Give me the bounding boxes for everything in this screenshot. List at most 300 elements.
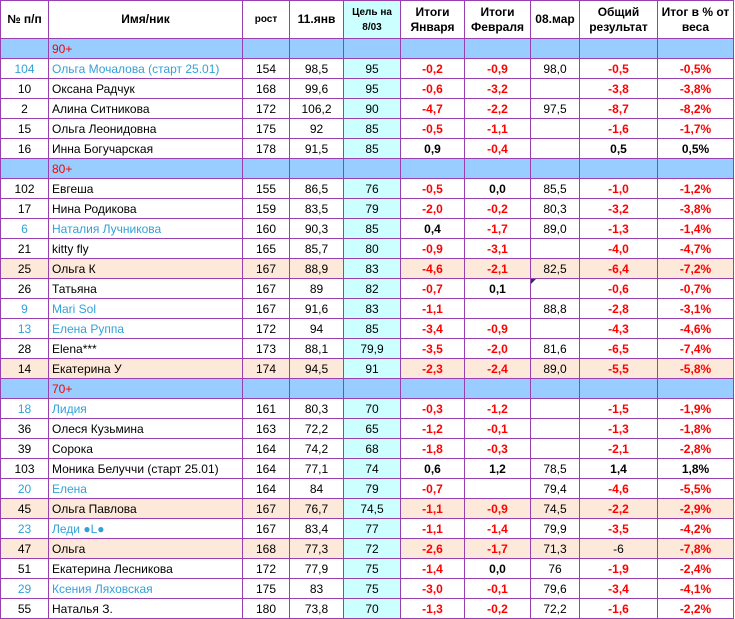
group-cell <box>290 159 344 179</box>
group-cell <box>344 159 401 179</box>
mar08-cell: 89,0 <box>531 359 580 379</box>
group-label: 80+ <box>49 159 243 179</box>
mar08-cell: 89,0 <box>531 219 580 239</box>
height-cell: 167 <box>243 499 290 519</box>
group-row <box>1 39 734 59</box>
overall-cell: -2,2 <box>580 499 658 519</box>
pct-cell: -3,8% <box>658 199 734 219</box>
goal-cell: 75 <box>344 559 401 579</box>
goal-cell: 82 <box>344 279 401 299</box>
num-cell: 2 <box>1 99 49 119</box>
jan-total-cell: -3,4 <box>401 319 465 339</box>
feb-total-cell: -1,1 <box>465 119 531 139</box>
name-cell: Екатерина У <box>49 359 243 379</box>
jan11-cell: 91,5 <box>290 139 344 159</box>
mar08-cell: 82,5 <box>531 259 580 279</box>
feb-total-cell: -2,0 <box>465 339 531 359</box>
group-cell <box>531 39 580 59</box>
pct-cell: -2,9% <box>658 499 734 519</box>
height-cell: 172 <box>243 319 290 339</box>
goal-cell: 83 <box>344 299 401 319</box>
height-cell: 180 <box>243 599 290 619</box>
height-cell: 155 <box>243 179 290 199</box>
goal-cell: 75 <box>344 579 401 599</box>
goal-cell: 79,9 <box>344 339 401 359</box>
num-cell: 16 <box>1 139 49 159</box>
name-cell: Ольга <box>49 539 243 559</box>
overall-cell: -1,6 <box>580 119 658 139</box>
jan-total-cell: -0,3 <box>401 399 465 419</box>
goal-cell: 74,5 <box>344 499 401 519</box>
num-cell: 9 <box>1 299 49 319</box>
name-cell: Елена Руппа <box>49 319 243 339</box>
feb-total-cell: -2,2 <box>465 99 531 119</box>
num-cell: 26 <box>1 279 49 299</box>
goal-cell: 80 <box>344 239 401 259</box>
feb-total-cell: -0,9 <box>465 499 531 519</box>
name-cell: Оксана Радчук <box>49 79 243 99</box>
jan11-cell: 77,3 <box>290 539 344 559</box>
name-cell: Лидия <box>49 399 243 419</box>
feb-total-cell: -1,7 <box>465 539 531 559</box>
name-cell: kitty fly <box>49 239 243 259</box>
overall-cell: -3,2 <box>580 199 658 219</box>
pct-cell: -5,8% <box>658 359 734 379</box>
mar08-cell <box>531 319 580 339</box>
pct-cell: -2,2% <box>658 599 734 619</box>
group-cell <box>243 159 290 179</box>
feb-total-cell: -2,4 <box>465 359 531 379</box>
jan11-cell: 92 <box>290 119 344 139</box>
height-cell: 172 <box>243 559 290 579</box>
group-cell <box>344 39 401 59</box>
name-cell: Алина Ситникова <box>49 99 243 119</box>
jan-total-cell: -1,3 <box>401 599 465 619</box>
num-cell: 103 <box>1 459 49 479</box>
mar08-cell: 85,5 <box>531 179 580 199</box>
pct-cell: -1,9% <box>658 399 734 419</box>
group-cell <box>401 39 465 59</box>
mar08-cell: 81,6 <box>531 339 580 359</box>
table-row <box>1 139 734 159</box>
mar08-cell <box>531 239 580 259</box>
goal-cell: 77 <box>344 519 401 539</box>
pct-cell: -3,8% <box>658 79 734 99</box>
height-cell: 159 <box>243 199 290 219</box>
header-goal: Цель на 8/03 <box>344 1 401 39</box>
overall-cell: -1,3 <box>580 419 658 439</box>
header-height: рост <box>243 1 290 39</box>
group-label: 70+ <box>49 379 243 399</box>
goal-cell: 70 <box>344 399 401 419</box>
mar08-cell <box>531 119 580 139</box>
height-cell: 167 <box>243 519 290 539</box>
height-cell: 165 <box>243 239 290 259</box>
group-cell <box>290 39 344 59</box>
name-cell: Леди ●L● <box>49 519 243 539</box>
group-cell <box>401 379 465 399</box>
goal-cell: 70 <box>344 599 401 619</box>
pct-cell: -7,8% <box>658 539 734 559</box>
mar08-cell: 98,0 <box>531 59 580 79</box>
num-cell: 6 <box>1 219 49 239</box>
table-row <box>1 219 734 239</box>
feb-total-cell: -0,1 <box>465 419 531 439</box>
pct-cell: -1,2% <box>658 179 734 199</box>
pct-cell: -2,4% <box>658 559 734 579</box>
num-cell: 15 <box>1 119 49 139</box>
overall-cell: -3,5 <box>580 519 658 539</box>
height-cell: 175 <box>243 579 290 599</box>
header-jan-total: Итоги Января <box>401 1 465 39</box>
pct-cell: 1,8% <box>658 459 734 479</box>
goal-cell: 76 <box>344 179 401 199</box>
pct-cell: -0,7% <box>658 279 734 299</box>
jan-total-cell: -0,2 <box>401 59 465 79</box>
table-row <box>1 319 734 339</box>
jan11-cell: 90,3 <box>290 219 344 239</box>
table-row <box>1 279 734 299</box>
goal-cell: 85 <box>344 219 401 239</box>
mar08-cell: 72,2 <box>531 599 580 619</box>
group-cell <box>243 379 290 399</box>
pct-cell: -1,8% <box>658 419 734 439</box>
feb-total-cell: -1,4 <box>465 519 531 539</box>
pct-cell: -4,6% <box>658 319 734 339</box>
header-jan11: 11.янв <box>290 1 344 39</box>
goal-cell: 90 <box>344 99 401 119</box>
jan11-cell: 80,3 <box>290 399 344 419</box>
goal-cell: 91 <box>344 359 401 379</box>
overall-cell: 1,4 <box>580 459 658 479</box>
table-row <box>1 519 734 539</box>
jan-total-cell: 0,4 <box>401 219 465 239</box>
jan11-cell: 83 <box>290 579 344 599</box>
mar08-cell: 80,3 <box>531 199 580 219</box>
num-cell: 13 <box>1 319 49 339</box>
jan11-cell: 85,7 <box>290 239 344 259</box>
pct-cell: -0,5% <box>658 59 734 79</box>
feb-total-cell: -1,7 <box>465 219 531 239</box>
jan11-cell: 76,7 <box>290 499 344 519</box>
overall-cell: -3,4 <box>580 579 658 599</box>
goal-cell: 79 <box>344 199 401 219</box>
overall-cell: -0,6 <box>580 279 658 299</box>
num-cell: 45 <box>1 499 49 519</box>
jan11-cell: 94 <box>290 319 344 339</box>
name-cell: Нина Родикова <box>49 199 243 219</box>
pct-cell: -4,2% <box>658 519 734 539</box>
height-cell: 168 <box>243 79 290 99</box>
group-cell <box>658 39 734 59</box>
mar08-cell: 78,5 <box>531 459 580 479</box>
feb-total-cell: -0,2 <box>465 599 531 619</box>
pct-cell: -3,1% <box>658 299 734 319</box>
num-cell: 102 <box>1 179 49 199</box>
goal-cell: 79 <box>344 479 401 499</box>
goal-cell: 72 <box>344 539 401 559</box>
group-cell <box>465 379 531 399</box>
table-row <box>1 59 734 79</box>
overall-cell: 0,5 <box>580 139 658 159</box>
mar08-cell: 88,8 <box>531 299 580 319</box>
name-cell: Сорока <box>49 439 243 459</box>
feb-total-cell: 0,0 <box>465 179 531 199</box>
jan-total-cell: -3,5 <box>401 339 465 359</box>
height-cell: 175 <box>243 119 290 139</box>
overall-cell: -3,8 <box>580 79 658 99</box>
jan11-cell: 77,9 <box>290 559 344 579</box>
feb-total-cell <box>465 299 531 319</box>
group-cell <box>531 159 580 179</box>
jan-total-cell: -0,5 <box>401 179 465 199</box>
table-row <box>1 359 734 379</box>
mar08-cell: 74,5 <box>531 499 580 519</box>
jan11-cell: 89 <box>290 279 344 299</box>
jan11-cell: 94,5 <box>290 359 344 379</box>
group-cell <box>531 379 580 399</box>
jan11-cell: 88,1 <box>290 339 344 359</box>
table-row <box>1 499 734 519</box>
overall-cell: -1,9 <box>580 559 658 579</box>
height-cell: 164 <box>243 479 290 499</box>
num-cell: 21 <box>1 239 49 259</box>
jan-total-cell: -2,3 <box>401 359 465 379</box>
height-cell: 160 <box>243 219 290 239</box>
feb-total-cell: -2,1 <box>465 259 531 279</box>
pct-cell: -5,5% <box>658 479 734 499</box>
overall-cell: -4,3 <box>580 319 658 339</box>
name-cell: Моника Белуччи (старт 25.01) <box>49 459 243 479</box>
mar08-cell: 79,9 <box>531 519 580 539</box>
group-cell <box>344 379 401 399</box>
height-cell: 178 <box>243 139 290 159</box>
group-cell <box>658 159 734 179</box>
jan-total-cell: -2,0 <box>401 199 465 219</box>
table-row <box>1 559 734 579</box>
jan11-cell: 91,6 <box>290 299 344 319</box>
jan11-cell: 74,2 <box>290 439 344 459</box>
header-num: № п/п <box>1 1 49 39</box>
num-cell: 36 <box>1 419 49 439</box>
jan-total-cell: -1,1 <box>401 299 465 319</box>
overall-cell: -6,5 <box>580 339 658 359</box>
num-cell: 29 <box>1 579 49 599</box>
height-cell: 172 <box>243 99 290 119</box>
name-cell: Елена <box>49 479 243 499</box>
goal-cell: 85 <box>344 139 401 159</box>
name-cell: Екатерина Лесникова <box>49 559 243 579</box>
goal-cell: 85 <box>344 319 401 339</box>
jan11-cell: 83,5 <box>290 199 344 219</box>
num-cell: 55 <box>1 599 49 619</box>
num-cell: 23 <box>1 519 49 539</box>
mar08-cell <box>531 399 580 419</box>
num-cell: 28 <box>1 339 49 359</box>
table-row <box>1 539 734 559</box>
goal-cell: 74 <box>344 459 401 479</box>
pct-cell: -7,2% <box>658 259 734 279</box>
table-row <box>1 419 734 439</box>
goal-cell: 95 <box>344 59 401 79</box>
jan-total-cell: -1,4 <box>401 559 465 579</box>
jan-total-cell: -1,2 <box>401 419 465 439</box>
name-cell: Mari Sol <box>49 299 243 319</box>
overall-cell: -2,8 <box>580 299 658 319</box>
group-spacer <box>1 39 49 59</box>
jan-total-cell: -0,7 <box>401 479 465 499</box>
table-row <box>1 79 734 99</box>
jan11-cell: 88,9 <box>290 259 344 279</box>
feb-total-cell: -1,2 <box>465 399 531 419</box>
group-spacer <box>1 379 49 399</box>
overall-cell: -5,5 <box>580 359 658 379</box>
group-cell <box>401 159 465 179</box>
table-body <box>1 39 734 619</box>
height-cell: 164 <box>243 459 290 479</box>
pct-cell: -1,7% <box>658 119 734 139</box>
group-spacer <box>1 159 49 179</box>
table-row <box>1 179 734 199</box>
group-row <box>1 159 734 179</box>
num-cell: 47 <box>1 539 49 559</box>
overall-cell: -4,6 <box>580 479 658 499</box>
pct-cell: -7,4% <box>658 339 734 359</box>
name-cell: Наталья З. <box>49 599 243 619</box>
jan11-cell: 99,6 <box>290 79 344 99</box>
pct-cell: -8,2% <box>658 99 734 119</box>
height-cell: 174 <box>243 359 290 379</box>
group-label: 90+ <box>49 39 243 59</box>
num-cell: 39 <box>1 439 49 459</box>
header-mar08: 08.мар <box>531 1 580 39</box>
goal-cell: 85 <box>344 119 401 139</box>
mar08-cell <box>531 279 580 299</box>
header-pct: Итог в % от веса <box>658 1 734 39</box>
jan-total-cell: -0,7 <box>401 279 465 299</box>
num-cell: 17 <box>1 199 49 219</box>
name-cell: Инна Богучарская <box>49 139 243 159</box>
group-row <box>1 379 734 399</box>
table-row <box>1 439 734 459</box>
pct-cell: -4,1% <box>658 579 734 599</box>
jan-total-cell: -0,6 <box>401 79 465 99</box>
goal-cell: 68 <box>344 439 401 459</box>
jan-total-cell: -1,8 <box>401 439 465 459</box>
name-cell: Ольга К <box>49 259 243 279</box>
group-cell <box>658 379 734 399</box>
name-cell: Elena*** <box>49 339 243 359</box>
header-name: Имя/ник <box>49 1 243 39</box>
num-cell: 104 <box>1 59 49 79</box>
jan-total-cell: -1,1 <box>401 499 465 519</box>
overall-cell: -6,4 <box>580 259 658 279</box>
jan-total-cell: -0,9 <box>401 239 465 259</box>
height-cell: 167 <box>243 259 290 279</box>
table-row <box>1 119 734 139</box>
overall-cell: -1,0 <box>580 179 658 199</box>
table-row <box>1 459 734 479</box>
jan11-cell: 72,2 <box>290 419 344 439</box>
mar08-cell <box>531 439 580 459</box>
mar08-cell <box>531 79 580 99</box>
table-row <box>1 579 734 599</box>
header-overall: Общий результат <box>580 1 658 39</box>
feb-total-cell: -0,9 <box>465 319 531 339</box>
table-row <box>1 259 734 279</box>
height-cell: 161 <box>243 399 290 419</box>
table-row <box>1 99 734 119</box>
goal-cell: 95 <box>344 79 401 99</box>
name-cell: Татьяна <box>49 279 243 299</box>
mar08-cell: 97,5 <box>531 99 580 119</box>
jan-total-cell: 0,9 <box>401 139 465 159</box>
jan11-cell: 86,5 <box>290 179 344 199</box>
name-cell: Ольга Леонидовна <box>49 119 243 139</box>
mar08-cell: 76 <box>531 559 580 579</box>
jan-total-cell: -4,6 <box>401 259 465 279</box>
jan-total-cell: -0,5 <box>401 119 465 139</box>
header-row <box>1 1 734 39</box>
jan-total-cell: 0,6 <box>401 459 465 479</box>
name-cell: Олеся Кузьмина <box>49 419 243 439</box>
feb-total-cell <box>465 479 531 499</box>
feb-total-cell: -0,3 <box>465 439 531 459</box>
num-cell: 51 <box>1 559 49 579</box>
header-feb-total: Итоги Февраля <box>465 1 531 39</box>
mar08-cell <box>531 419 580 439</box>
feb-total-cell: 0,0 <box>465 559 531 579</box>
num-cell: 25 <box>1 259 49 279</box>
pct-cell: -2,8% <box>658 439 734 459</box>
name-cell: Евгеша <box>49 179 243 199</box>
jan-total-cell: -1,1 <box>401 519 465 539</box>
overall-cell: -1,3 <box>580 219 658 239</box>
table-row <box>1 339 734 359</box>
feb-total-cell: -3,2 <box>465 79 531 99</box>
mar08-cell: 79,4 <box>531 479 580 499</box>
jan11-cell: 84 <box>290 479 344 499</box>
feb-total-cell: 0,1 <box>465 279 531 299</box>
height-cell: 168 <box>243 539 290 559</box>
table-row <box>1 399 734 419</box>
overall-cell: -2,1 <box>580 439 658 459</box>
jan-total-cell: -2,6 <box>401 539 465 559</box>
num-cell: 10 <box>1 79 49 99</box>
group-cell <box>290 379 344 399</box>
pct-cell: -1,4% <box>658 219 734 239</box>
group-cell <box>243 39 290 59</box>
overall-cell: -1,6 <box>580 599 658 619</box>
table-row <box>1 599 734 619</box>
goal-cell: 65 <box>344 419 401 439</box>
mar08-cell: 71,3 <box>531 539 580 559</box>
feb-total-cell: -0,2 <box>465 199 531 219</box>
height-cell: 173 <box>243 339 290 359</box>
height-cell: 154 <box>243 59 290 79</box>
height-cell: 167 <box>243 299 290 319</box>
mar08-cell <box>531 139 580 159</box>
pct-cell: -4,7% <box>658 239 734 259</box>
height-cell: 164 <box>243 439 290 459</box>
goal-cell: 83 <box>344 259 401 279</box>
jan-total-cell: -3,0 <box>401 579 465 599</box>
num-cell: 18 <box>1 399 49 419</box>
overall-cell: -6 <box>580 539 658 559</box>
group-cell <box>580 39 658 59</box>
group-cell <box>465 39 531 59</box>
name-cell: Ксения Ляховская <box>49 579 243 599</box>
